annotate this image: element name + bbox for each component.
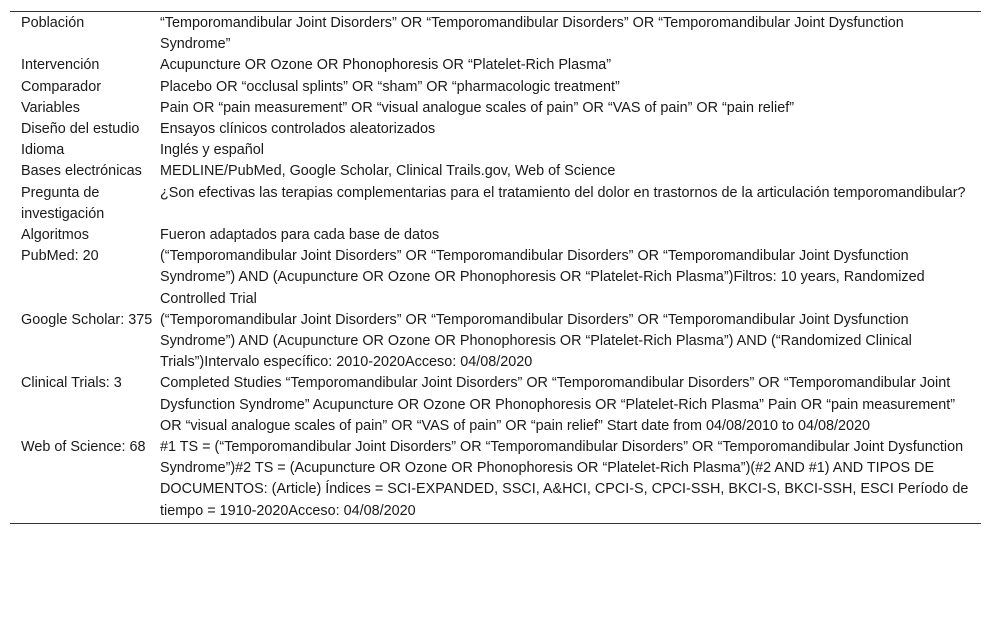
row-label: Idioma (21, 142, 65, 159)
table-row (10, 437, 981, 523)
row-value: Completed Studies “Temporomandibular Joint Disorders” OR “Temporomandibular Disorders” OR “Temporomandibular Joint Dysfunction Syndrome” Acupuncture OR Ozone OR Phonophoresis OR “Platelet-Rich Plasma” Pain OR “pain measurement” OR “visual analogue scales of pain” OR “VAS of pain” OR “pain relief” Start date from 04/08/2010 to 04/08/2020 (160, 375, 956, 434)
table-row (10, 373, 981, 437)
row-value: ¿Son efectivas las terapias complementarias para el tratamiento del dolor en trastornos de la articulación temporomandibular? (160, 184, 966, 201)
row-label: Web of Science: 68 (21, 439, 146, 456)
table-row (10, 225, 981, 246)
row-label: Pregunta de investigación (21, 184, 105, 222)
table-row (10, 98, 981, 119)
table (10, 12, 981, 523)
row-value: “Temporomandibular Joint Disorders” OR “Temporomandibular Disorders” OR “Temporomandibular Joint Dysfunction Syndrome” (160, 15, 904, 53)
row-value: Fueron adaptados para cada base de datos (160, 227, 440, 244)
table-row (10, 12, 981, 55)
row-label: Algoritmos (21, 227, 89, 244)
row-label: PubMed: 20 (21, 248, 99, 265)
row-value: (“Temporomandibular Joint Disorders” OR “Temporomandibular Disorders” OR “Temporomandibular Joint Dysfunction Syndrome”) AND (Acupuncture OR Ozone OR Phonophoresis OR “Platelet-Rich Plasma”) AND (“Randomized Clinical Trials”)Intervalo específico: 2010-2020Acceso: 04/08/2020 (160, 311, 912, 371)
table-row (10, 246, 981, 310)
row-value: Acupuncture OR Ozone OR Phonophoresis OR “Platelet-Rich Plasma” (160, 57, 612, 74)
row-label: Variables (21, 99, 80, 116)
row-label: Bases electrónicas (21, 163, 142, 180)
row-label: Intervención (21, 57, 100, 74)
row-label: Comparador (21, 78, 101, 95)
row-label: Google Scholar: 375 (21, 311, 153, 328)
row-value: (“Temporomandibular Joint Disorders” OR “Temporomandibular Disorders” OR “Temporomandibular Joint Dysfunction Syndrome”) AND (Acupuncture OR Ozone OR Phonophoresis OR “Platelet-Rich Plasma”)Filtros: 10 years, Randomized Controlled Trial (160, 248, 925, 307)
row-value: Pain OR “pain measurement” OR “visual analogue scales of pain” OR “VAS of pain” OR “pain relief” (160, 99, 794, 116)
row-label: Diseño del estudio (21, 121, 140, 138)
table-row (10, 140, 981, 161)
table-row (10, 77, 981, 98)
search-strategy-table (10, 11, 981, 524)
row-value: Placebo OR “occlusal splints” OR “sham” OR “pharmacologic treatment” (160, 78, 620, 95)
row-value: MEDLINE/PubMed, Google Scholar, Clinical Trails.gov, Web of Science (160, 163, 616, 180)
table-row (10, 183, 981, 225)
row-value: Inglés y español (160, 142, 265, 159)
table-row (10, 55, 981, 76)
row-label: Población (21, 15, 85, 31)
table-body (10, 12, 981, 523)
table-row (10, 161, 981, 182)
table-row (10, 310, 981, 374)
row-value: Ensayos clínicos controlados aleatorizados (160, 121, 436, 138)
table-row (10, 119, 981, 140)
row-value: #1 TS = (“Temporomandibular Joint Disorders” OR “Temporomandibular Disorders” OR “Temporomandibular Joint Dysfunction Syndrome”)#2 TS = (Acupuncture OR Ozone OR Phonophoresis OR “Platelet-Rich Plasma”)(#2 AND #1) AND TIPOS DE DOCUMENTOS: (Article) Índices = SCI-EXPANDED, SSCI, A&HCI, CPCI-S, CPCI-SSH, BKCI-S, BKCI-SSH, ESCI Período de tiempo = 1910-2020Acceso: 04/08/2020 (160, 439, 969, 519)
row-label: Clinical Trials: 3 (21, 375, 122, 392)
